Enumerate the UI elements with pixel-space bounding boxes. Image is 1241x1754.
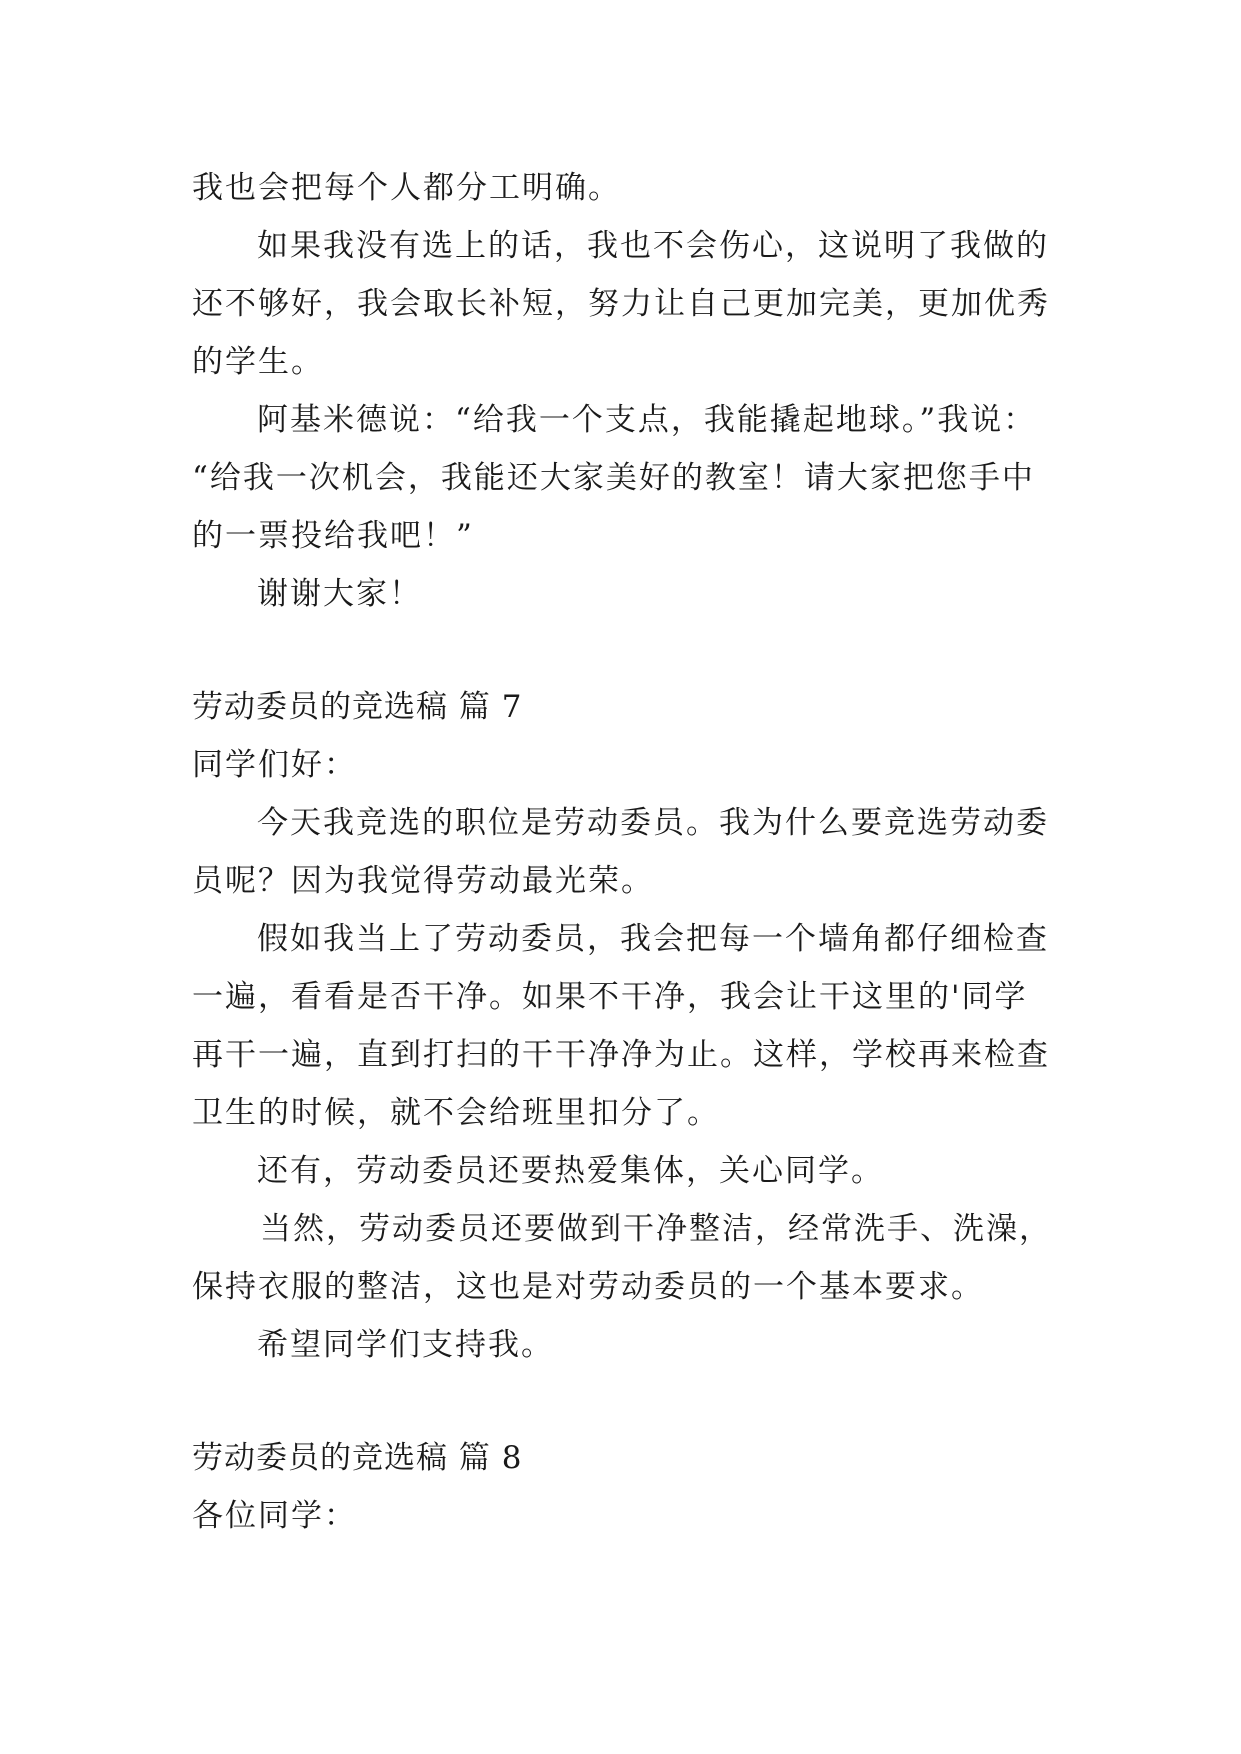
- paragraph-line: 如果我没有选上的话，我也不会伤心，这说明了我做的: [257, 228, 1049, 264]
- paragraph-line: 阿基米德说：“给我一个支点，我能撬起地球。”我说：: [257, 402, 1037, 438]
- paragraph-line: 再干一遍，直到打扫的干干净净为止。这样，学校再来检查: [192, 1037, 1050, 1073]
- paragraph-line: 当然，劳动委员还要做到干净整洁，经常洗手、洗澡，: [260, 1211, 1052, 1247]
- paragraph-line: 卫生的时候，就不会给班里扣分了。: [192, 1095, 720, 1131]
- paragraph-line: 谢谢大家！: [257, 576, 422, 612]
- section-heading-8: 劳动委员的竞选稿 篇 8: [192, 1440, 523, 1476]
- section-heading-7: 劳动委员的竞选稿 篇 7: [192, 689, 523, 725]
- paragraph-line: 员呢？因为我觉得劳动最光荣。: [192, 863, 654, 899]
- paragraph-line: 希望同学们支持我。: [257, 1327, 554, 1363]
- salutation: 同学们好：: [192, 747, 357, 783]
- paragraph-line: 今天我竞选的职位是劳动委员。我为什么要竞选劳动委: [257, 805, 1049, 841]
- paragraph-line: 的学生。: [192, 344, 324, 380]
- paragraph-line: 假如我当上了劳动委员，我会把每一个墙角都仔细检查: [257, 921, 1049, 957]
- paragraph-line: 还不够好，我会取长补短，努力让自己更加完美，更加优秀: [192, 286, 1050, 322]
- salutation: 各位同学：: [192, 1498, 357, 1534]
- paragraph-line: 的一票投给我吧！”: [192, 518, 474, 554]
- paragraph-line: 还有，劳动委员还要热爱集体，关心同学。: [257, 1153, 884, 1189]
- paragraph-line: 我也会把每个人都分工明确。: [192, 170, 621, 206]
- paragraph-line: “给我一次机会，我能还大家美好的教室！请大家把您手中: [192, 460, 1035, 496]
- paragraph-line: 保持衣服的整洁，这也是对劳动委员的一个基本要求。: [192, 1269, 984, 1305]
- paragraph-line: 一遍，看看是否干净。如果不干净，我会让干这里的'同学: [192, 979, 1028, 1015]
